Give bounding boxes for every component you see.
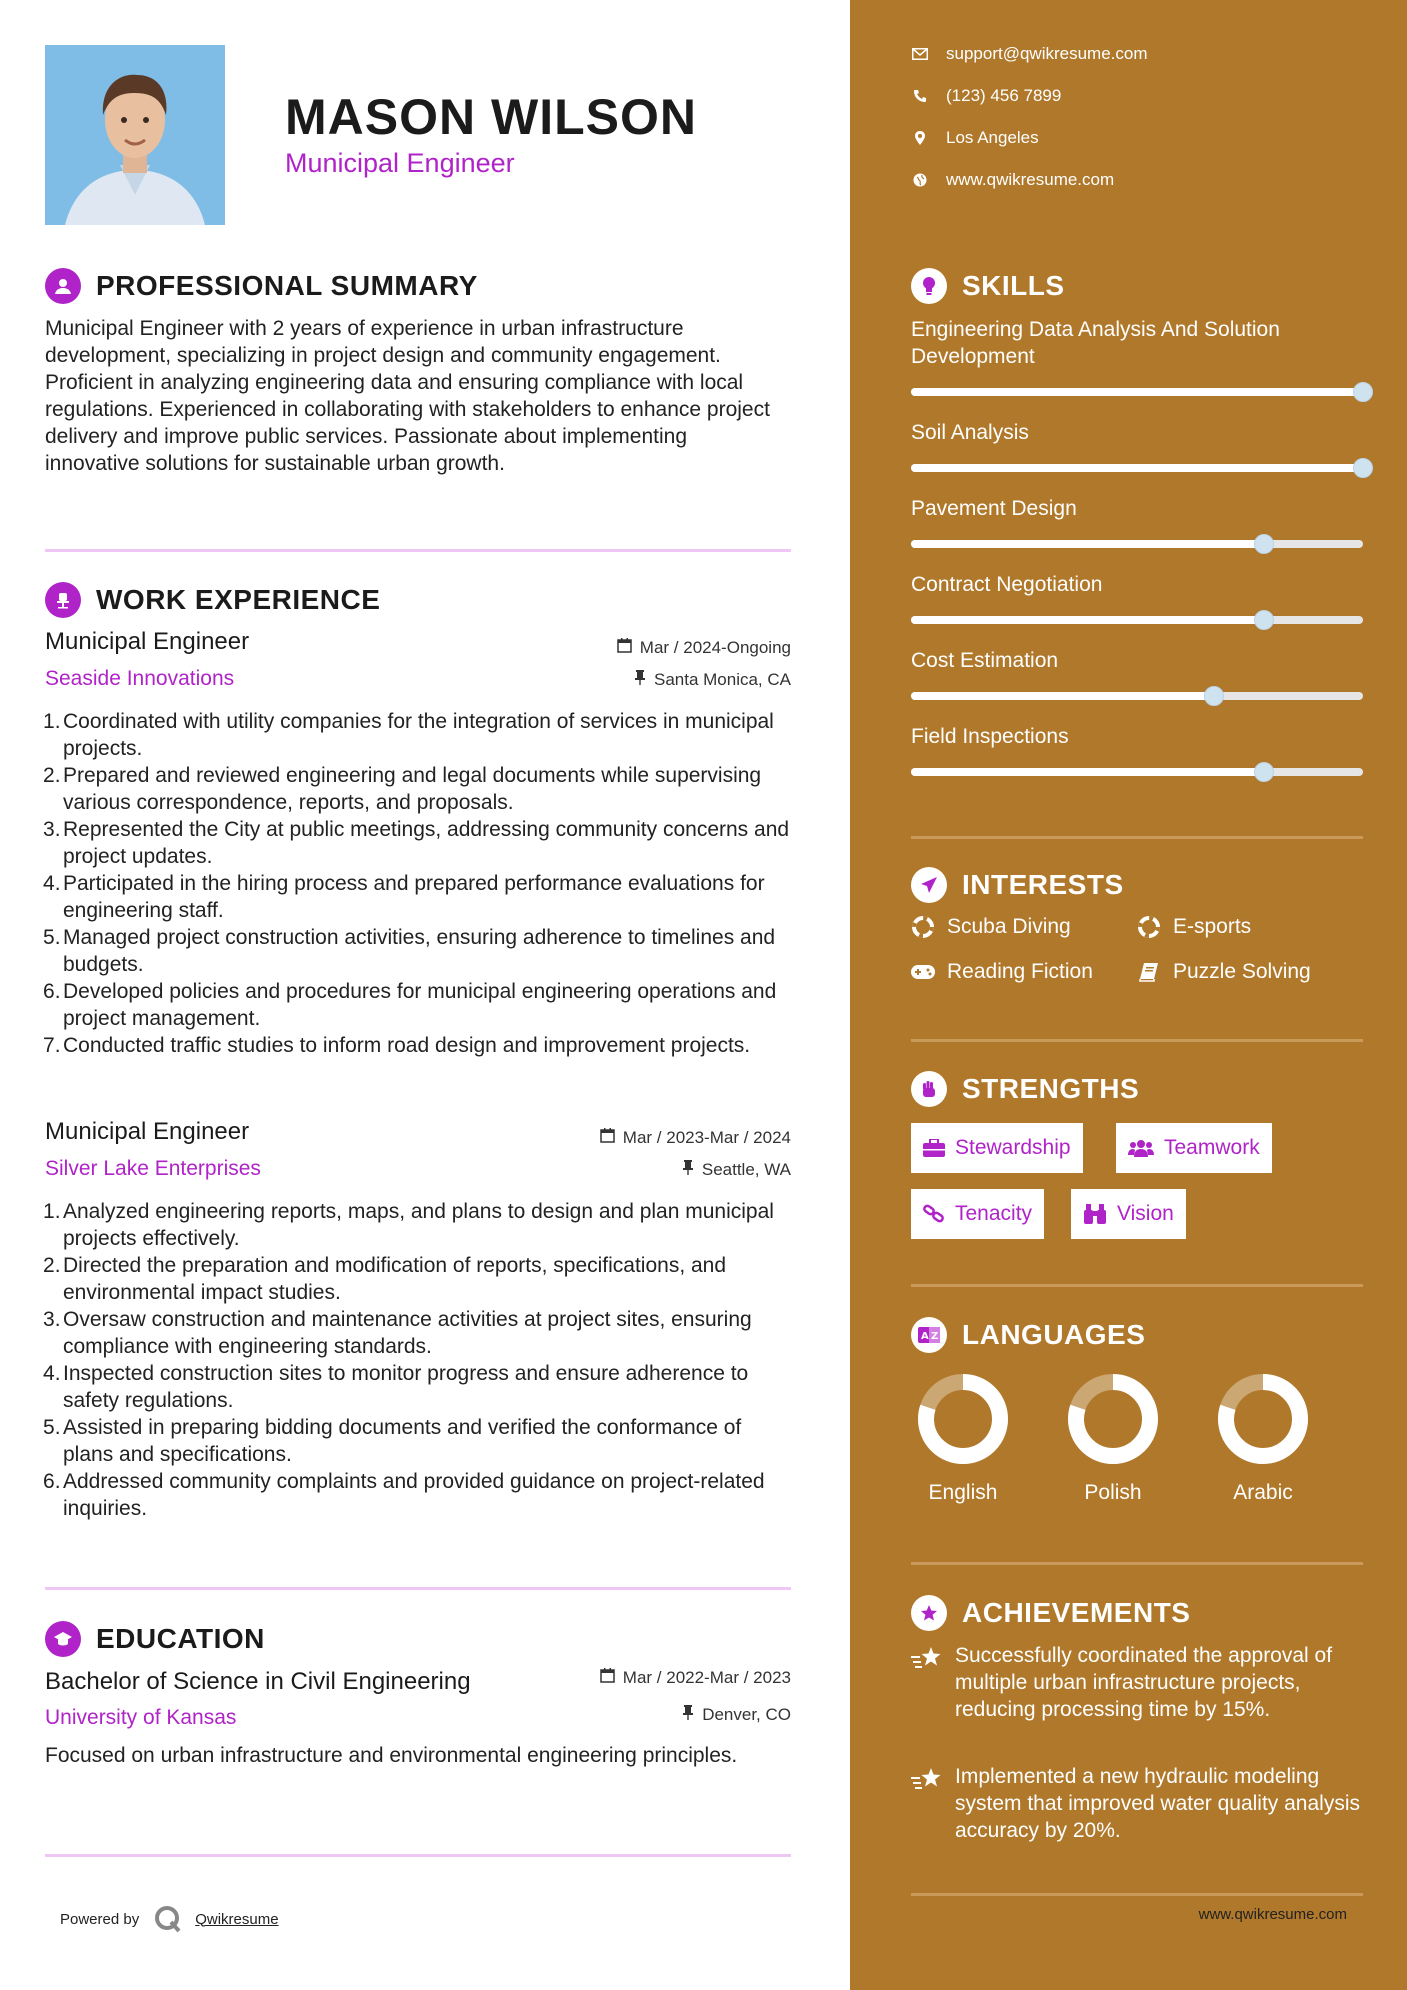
contact-location bbox=[912, 128, 1039, 148]
education-location-text: Denver, CO bbox=[702, 1705, 791, 1724]
achievement-text: Successfully coordinated the approval of multiple urban infrastructure projects, reducing processing time by 15%. bbox=[955, 1644, 1333, 1721]
contact-location-text: Los Angeles bbox=[946, 128, 1039, 147]
languages-title: LANGUAGES bbox=[962, 1319, 1146, 1350]
divider bbox=[45, 1854, 791, 1857]
calendar-icon bbox=[600, 1128, 615, 1148]
list-item: Managed project construction activities, ensuring adherence to timelines and budgets. bbox=[63, 926, 776, 976]
user-icon bbox=[45, 268, 81, 304]
list-item: Coordinated with utility companies for the integration of services in municipal projects. bbox=[63, 710, 774, 760]
experience-title: WORK EXPERIENCE bbox=[96, 584, 381, 615]
link-icon bbox=[923, 1204, 945, 1224]
shooting-star-icon bbox=[911, 1646, 943, 1723]
contact-email bbox=[912, 44, 1148, 64]
strength-chip bbox=[1116, 1123, 1272, 1173]
calendar-icon bbox=[600, 1668, 615, 1688]
book-icon bbox=[1137, 962, 1161, 982]
education-heading bbox=[45, 1621, 265, 1657]
list-item: Addressed community complaints and provided guidance on project-related inquiries. bbox=[63, 1470, 765, 1520]
shooting-star-icon bbox=[911, 1767, 943, 1844]
achievement-item bbox=[911, 1763, 1371, 1844]
list-item: Oversaw construction and maintenance activities at project sites, ensuring compliance with engineering standards. bbox=[63, 1308, 752, 1358]
qwikresume-logo-icon bbox=[153, 1904, 183, 1934]
contact-phone-text: (123) 456 7899 bbox=[946, 86, 1062, 105]
skills-heading bbox=[911, 268, 1065, 304]
job-location-text: Santa Monica, CA bbox=[653, 670, 791, 689]
list-item: Directed the preparation and modification of reports, specifications, and environmental impact studies. bbox=[63, 1254, 727, 1304]
profile-photo bbox=[45, 45, 225, 225]
users-icon bbox=[1128, 1139, 1154, 1157]
interest-item bbox=[911, 960, 1093, 984]
svg-text:Z: Z bbox=[931, 1331, 939, 1342]
strength-label: Tenacity bbox=[955, 1202, 1033, 1225]
strength-label: Stewardship bbox=[955, 1136, 1071, 1159]
pin-icon bbox=[682, 1705, 694, 1725]
interests-heading bbox=[911, 867, 1124, 903]
language-ring bbox=[913, 1369, 1013, 1469]
job-dates bbox=[617, 638, 791, 658]
office-chair-icon bbox=[45, 582, 81, 618]
divider bbox=[45, 1587, 791, 1590]
language-item bbox=[903, 1369, 1023, 1505]
skill-bar bbox=[911, 464, 1363, 472]
job-company: Seaside Innovations bbox=[45, 667, 235, 690]
skill-bar-knob bbox=[1204, 686, 1224, 706]
footer-website[interactable]: www.qwikresume.com bbox=[1198, 1906, 1347, 1923]
job-location bbox=[634, 670, 791, 690]
education-location bbox=[682, 1705, 791, 1725]
skill-bar bbox=[911, 616, 1363, 624]
language-icon bbox=[911, 1317, 947, 1353]
briefcase-icon bbox=[923, 1139, 945, 1157]
skill-bar bbox=[911, 692, 1363, 700]
list-item: Inspected construction sites to monitor progress and ensure adherence to safety regulations. bbox=[63, 1362, 749, 1412]
skill-bar-fill bbox=[911, 616, 1264, 624]
strengths-title: STRENGTHS bbox=[962, 1073, 1140, 1104]
list-item: Prepared and reviewed engineering and legal documents while supervising various correspondence, reports, and proposals. bbox=[63, 764, 762, 814]
job-dates-text: Mar / 2023-Mar / 2024 bbox=[622, 1128, 791, 1147]
divider bbox=[911, 836, 1363, 839]
interest-item bbox=[911, 915, 1071, 939]
strength-chip bbox=[911, 1123, 1083, 1173]
job-company: Silver Lake Enterprises bbox=[45, 1157, 261, 1180]
list-item: Analyzed engineering reports, maps, and plans to design and plan municipal projects effectively. bbox=[63, 1200, 774, 1250]
strength-chip bbox=[1071, 1189, 1186, 1239]
job-dates-text: Mar / 2024-Ongoing bbox=[639, 638, 791, 657]
strength-label: Vision bbox=[1117, 1202, 1174, 1225]
interest-item bbox=[1137, 915, 1251, 939]
experience-heading bbox=[45, 582, 380, 618]
interest-label: Puzzle Solving bbox=[1173, 960, 1311, 983]
skill-bar bbox=[911, 388, 1363, 396]
graduation-cap-icon bbox=[45, 1621, 81, 1657]
divider bbox=[911, 1562, 1363, 1565]
lightbulb-icon bbox=[911, 268, 947, 304]
achievement-item bbox=[911, 1642, 1371, 1723]
education-dates-text: Mar / 2022-Mar / 2023 bbox=[622, 1668, 791, 1687]
envelope-icon bbox=[912, 48, 928, 60]
fist-icon bbox=[911, 1071, 947, 1107]
school-name: University of Kansas bbox=[45, 1706, 237, 1729]
skill-bar-knob bbox=[1254, 610, 1274, 630]
strengths-heading bbox=[911, 1071, 1139, 1107]
map-marker-icon bbox=[912, 131, 928, 145]
skill-label: Soil Analysis bbox=[911, 421, 1029, 444]
powered-by-label: Powered by bbox=[60, 1910, 140, 1928]
interest-label: Reading Fiction bbox=[947, 960, 1093, 983]
job-title: Municipal Engineer bbox=[45, 628, 250, 655]
list-item: Conducted traffic studies to inform road design and improvement projects. bbox=[63, 1034, 751, 1057]
interest-label: Scuba Diving bbox=[947, 915, 1071, 938]
contact-website bbox=[912, 170, 1114, 190]
interest-item bbox=[1137, 960, 1311, 984]
skill-bar-fill bbox=[911, 464, 1363, 472]
job-duties-list bbox=[45, 1198, 793, 1522]
languages-heading bbox=[911, 1317, 1145, 1353]
skill-bar bbox=[911, 540, 1363, 548]
skill-bar-fill bbox=[911, 388, 1363, 396]
interest-label: E-sports bbox=[1173, 915, 1252, 938]
degree-title: Bachelor of Science in Civil Engineering bbox=[45, 1668, 471, 1695]
skill-label: Cost Estimation bbox=[911, 649, 1059, 672]
skill-label: Pavement Design bbox=[911, 497, 1077, 520]
skill-bar-knob bbox=[1353, 458, 1373, 478]
list-item: Developed policies and procedures for municipal engineering operations and project management. bbox=[63, 980, 777, 1030]
lifebuoy-icon bbox=[1137, 916, 1161, 938]
phone-icon bbox=[912, 89, 928, 103]
contact-website-text[interactable]: www.qwikresume.com bbox=[946, 170, 1115, 189]
skills-title: SKILLS bbox=[962, 270, 1065, 301]
job-location bbox=[682, 1160, 791, 1180]
skill-bar bbox=[911, 768, 1363, 776]
language-ring bbox=[1213, 1369, 1313, 1469]
achievements-title: ACHIEVEMENTS bbox=[962, 1597, 1191, 1628]
pin-icon bbox=[634, 670, 646, 690]
skill-label: Field Inspections bbox=[911, 725, 1069, 748]
divider bbox=[911, 1039, 1363, 1042]
candidate-title: Municipal Engineer bbox=[285, 148, 515, 178]
skill-bar-knob bbox=[1254, 762, 1274, 782]
language-item bbox=[1053, 1369, 1173, 1505]
globe-icon bbox=[912, 173, 928, 187]
language-label: Polish bbox=[1084, 1481, 1142, 1504]
skill-label: Contract Negotiation bbox=[911, 573, 1103, 596]
summary-title: PROFESSIONAL SUMMARY bbox=[96, 270, 478, 301]
powered-by bbox=[60, 1904, 279, 1934]
skill-bar-knob bbox=[1353, 382, 1373, 402]
list-item: Represented the City at public meetings, addressing community concerns and project updates. bbox=[63, 818, 790, 868]
skill-bar-fill bbox=[911, 692, 1214, 700]
education-dates bbox=[600, 1668, 791, 1688]
skill-bar-fill bbox=[911, 768, 1264, 776]
contact-phone bbox=[912, 86, 1061, 106]
lifebuoy-icon bbox=[911, 916, 935, 938]
gamepad-icon bbox=[911, 965, 935, 979]
divider bbox=[911, 1893, 1363, 1896]
achievements-heading bbox=[911, 1595, 1190, 1631]
summary-heading bbox=[45, 268, 478, 304]
achievement-text: Implemented a new hydraulic modeling system that improved water quality analysis accuracy by 20%. bbox=[955, 1765, 1360, 1842]
language-ring bbox=[1063, 1369, 1163, 1469]
binoculars-icon bbox=[1083, 1204, 1107, 1224]
job-location-text: Seattle, WA bbox=[701, 1160, 791, 1179]
strength-label: Teamwork bbox=[1164, 1136, 1260, 1159]
language-label: English bbox=[928, 1481, 998, 1504]
language-item bbox=[1203, 1369, 1323, 1505]
candidate-name: MASON WILSON bbox=[285, 89, 697, 145]
divider bbox=[911, 1284, 1363, 1287]
list-item: Assisted in preparing bidding documents and verified the conformance of plans and specifications. bbox=[63, 1416, 742, 1466]
education-description: Focused on urban infrastructure and environmental engineering principles. bbox=[45, 1744, 738, 1767]
divider bbox=[45, 549, 791, 552]
strength-chip bbox=[911, 1189, 1044, 1239]
interests-title: INTERESTS bbox=[962, 869, 1124, 900]
paper-plane-icon bbox=[911, 867, 947, 903]
svg-text:A: A bbox=[921, 1331, 929, 1342]
job-dates bbox=[600, 1128, 791, 1148]
summary-text: Municipal Engineer with 2 years of experience in urban infrastructure development, specializing in project design and community engagement. Proficient in analyzing engineering data and ensuring compliance with local regulations. Experienced in collaborating with stakeholders to enhance project delivery and improve public services. Passionate about implementing innovative solutions for sustainable urban growth. bbox=[45, 317, 770, 475]
star-badge-icon bbox=[911, 1595, 947, 1631]
skill-bar-knob bbox=[1254, 534, 1274, 554]
list-item: Participated in the hiring process and prepared performance evaluations for engineering staff. bbox=[63, 872, 765, 922]
brand-link[interactable]: Qwikresume bbox=[195, 1910, 279, 1928]
job-title: Municipal Engineer bbox=[45, 1118, 250, 1145]
contact-email-text[interactable]: support@qwikresume.com bbox=[946, 44, 1148, 63]
education-title: EDUCATION bbox=[96, 1623, 265, 1654]
language-label: Arabic bbox=[1233, 1481, 1293, 1504]
calendar-icon bbox=[617, 638, 632, 658]
pin-icon bbox=[682, 1160, 694, 1180]
job-duties-list bbox=[45, 708, 793, 1059]
skill-bar-fill bbox=[911, 540, 1264, 548]
skill-label: Engineering Data Analysis And Solution Development bbox=[911, 318, 1280, 368]
